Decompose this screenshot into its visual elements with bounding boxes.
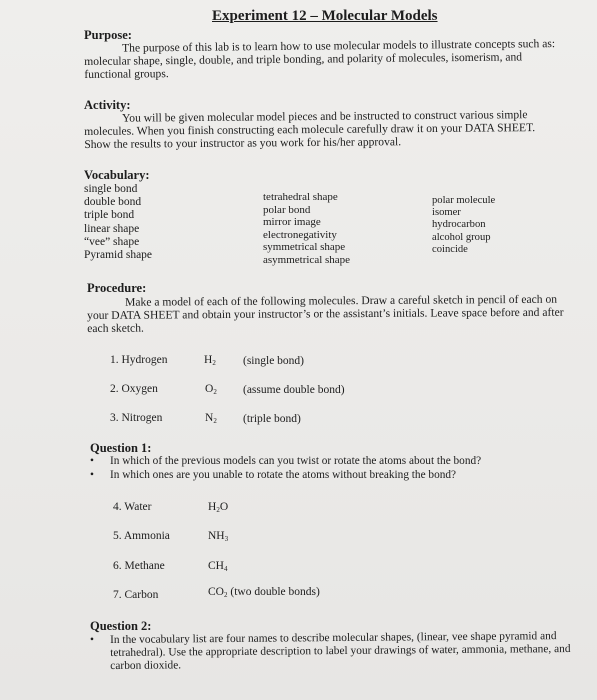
- vocab-term: isomer: [432, 207, 461, 219]
- vocab-term: asymmetrical shape: [263, 253, 351, 266]
- molecule-item: 3. Nitrogen: [110, 412, 163, 424]
- question-1-item: • In which ones are you unable to rotate the atoms without breaking the bond?: [90, 469, 457, 481]
- vocab-term: polar molecule: [432, 195, 496, 206]
- molecule-note: (assume double bond): [243, 384, 345, 396]
- vocab-term: hydrocarbon: [432, 219, 486, 231]
- vocab-term: “vee” shape: [84, 235, 140, 248]
- vocab-term: Pyramid shape: [84, 249, 153, 262]
- vocab-term: triple bond: [84, 209, 135, 222]
- vocab-term: symmetrical shape: [263, 241, 346, 254]
- page-title: Experiment 12 – Molecular Models: [212, 8, 438, 24]
- molecule-item: 5. Ammonia: [113, 530, 170, 542]
- molecule-note: (single bond): [243, 355, 305, 367]
- activity-heading: Activity:: [84, 98, 131, 112]
- purpose-text: The purpose of this lab is to learn how to use molecular models to illustrate concepts such as: molecular shape, single, double, and triple bonding, and polarity of molecules, isomerism, and functional groups.: [84, 37, 556, 81]
- vocabulary-column-1: [84, 183, 152, 262]
- molecule-item: 4. Water: [113, 501, 152, 513]
- molecule-formula: $O_2$: [205, 383, 217, 396]
- vocab-term: double bond: [84, 196, 142, 209]
- question-1-item: • In which of the previous models can you twist or rotate the atoms about the bond?: [90, 455, 482, 467]
- question-2-bullet: •: [90, 634, 94, 646]
- vocab-term: tetrahedral shape: [263, 191, 338, 203]
- vocab-term: mirror image: [263, 216, 321, 229]
- molecule-formula: $N_2$: [205, 412, 217, 425]
- vocab-term: linear shape: [84, 222, 140, 235]
- molecule-item: 6. Methane: [113, 560, 165, 572]
- vocabulary-heading: Vocabulary:: [84, 168, 150, 182]
- purpose-heading: Purpose:: [84, 28, 132, 42]
- vocab-term: alcohol group: [432, 231, 491, 243]
- vocabulary-column-2: [263, 191, 350, 267]
- question-2-heading: Question 2:: [90, 619, 152, 633]
- vocab-term: electronegativity: [263, 228, 337, 241]
- molecule-item: 1. Hydrogen: [110, 354, 168, 366]
- vocab-term: single bond: [84, 183, 138, 195]
- vocabulary-column-3: [432, 195, 495, 256]
- molecule-item: 2. Oxygen: [110, 383, 158, 395]
- question-1-heading: Question 1:: [90, 441, 152, 455]
- molecule-formula: $H_2O$: [208, 501, 229, 514]
- molecule-formula: $CH_4$: [208, 560, 228, 573]
- molecule-formula: $CO_2$ (two double bonds): [208, 586, 320, 599]
- question-2-text: In the vocabulary list are four names to describe molecular shapes, (linear, vee shape pyramid and tetrahedral). Use the appropriate description to label your drawings of water, ammonia, methane, and carbon dioxide.: [110, 630, 571, 672]
- vocab-term: polar bond: [263, 203, 311, 216]
- procedure-text: Make a model of each of the following molecules. Draw a careful sketch in pencil of each on your DATA SHEET and obtain your instructor’s or the assistant’s initials. Leave space before and after each sketch.: [87, 292, 564, 335]
- molecule-formula: $NH_3$: [208, 530, 229, 543]
- activity-text: You will be given molecular model pieces and be instructed to construct various simple molecules. When you finish constructing each molecule carefully draw it on your DATA SHEET. Show the results to your instructor as you work for his/her approval.: [84, 108, 536, 151]
- procedure-heading: Procedure:: [87, 281, 147, 295]
- vocab-term: coincide: [432, 243, 468, 255]
- molecule-note: (triple bond): [243, 413, 301, 425]
- molecule-item: 7. Carbon: [113, 589, 159, 601]
- molecule-formula: $H_2$: [204, 354, 216, 367]
